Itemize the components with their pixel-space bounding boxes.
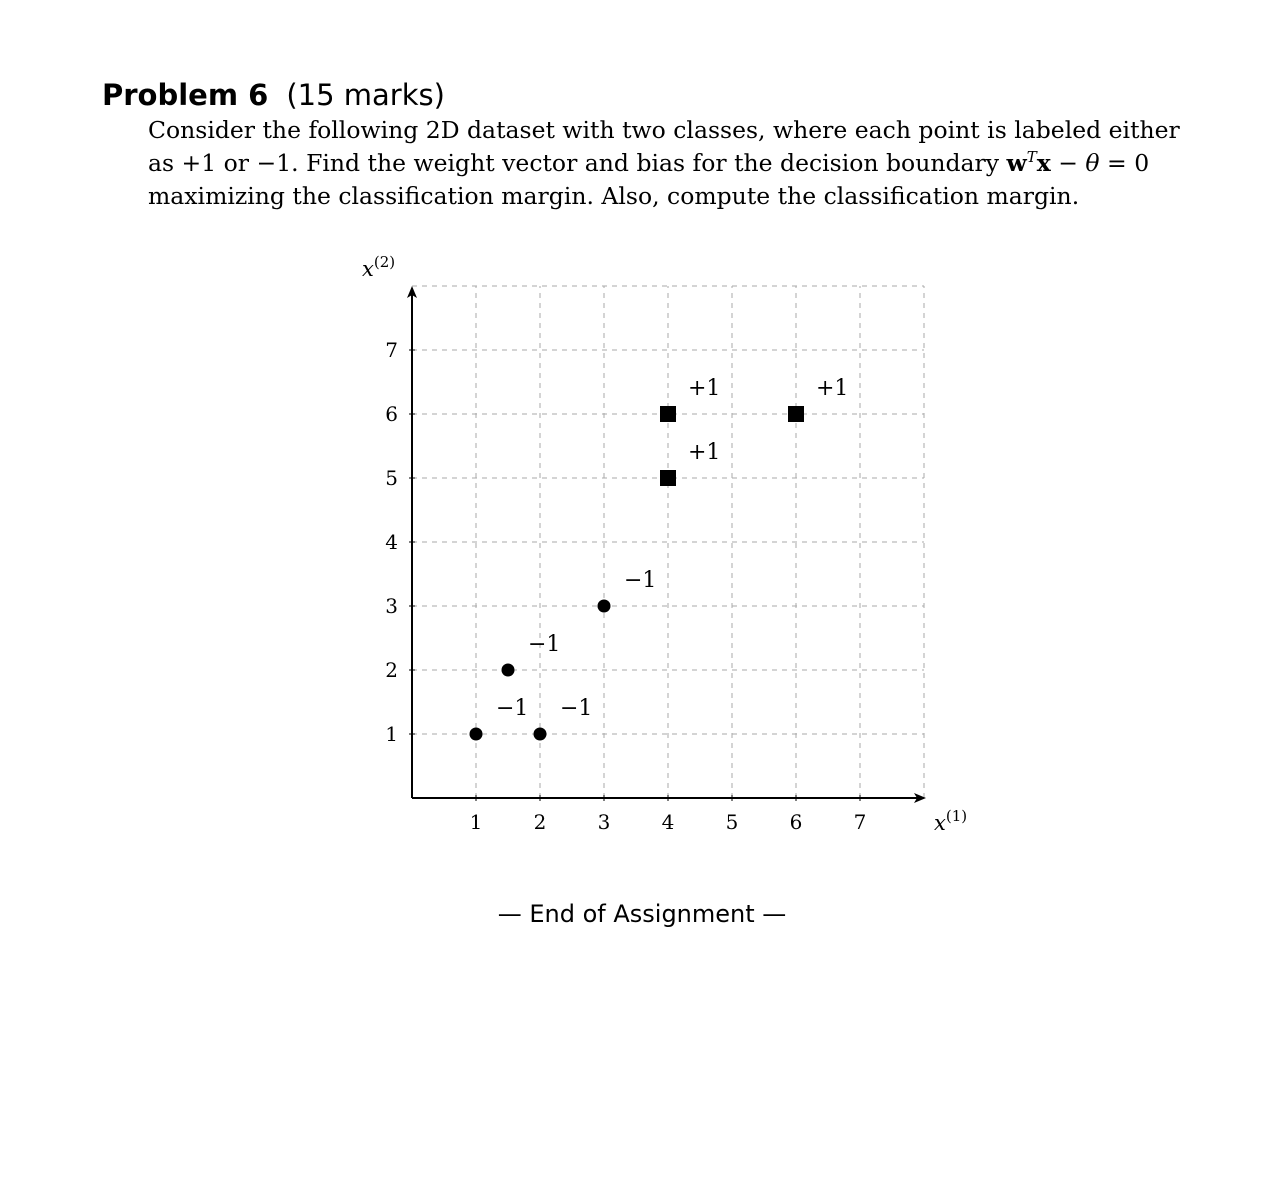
point-class-label: +1 bbox=[688, 376, 721, 401]
point-class-label: +1 bbox=[816, 376, 849, 401]
y-tick-label: 5 bbox=[385, 466, 398, 490]
statement-text-2: = 0 maximizing the classification margin. Also, compute the classification margin. bbox=[148, 149, 1150, 210]
point-class-label: −1 bbox=[528, 632, 561, 657]
x-tick-label: 7 bbox=[853, 810, 867, 834]
y-tick-label: 4 bbox=[385, 530, 398, 554]
y-axis-title bbox=[362, 253, 395, 281]
chart-axes bbox=[407, 286, 926, 803]
statement-text-1: Consider the following 2D dataset with two classes, where each point is labeled either as +1 or −1. Find the weight vector and bias for the decision boundary bbox=[148, 116, 1180, 177]
chart-grid bbox=[412, 286, 924, 798]
y-tick-label: 6 bbox=[385, 402, 398, 426]
x-tick-label: 3 bbox=[597, 810, 611, 834]
end-of-assignment-text: — End of Assignment — bbox=[497, 900, 787, 928]
negative-class-point bbox=[470, 728, 483, 741]
x-axis-title-sup: (1) bbox=[945, 807, 968, 825]
weight-vector-symbol: w bbox=[1006, 149, 1027, 177]
x-tick-label: 2 bbox=[533, 810, 547, 834]
y-tick-label: 1 bbox=[385, 722, 398, 746]
axis-titles bbox=[362, 253, 967, 835]
negative-class-point bbox=[534, 728, 547, 741]
x-tick-label: 4 bbox=[661, 810, 675, 834]
y-tick-label: 2 bbox=[385, 658, 398, 682]
negative-class-point bbox=[502, 664, 515, 677]
y-axis-title-base: x bbox=[362, 257, 374, 281]
data-points bbox=[470, 376, 849, 741]
positive-class-point bbox=[660, 406, 676, 422]
point-class-label: +1 bbox=[688, 440, 721, 465]
y-tick-label: 7 bbox=[385, 338, 398, 362]
negative-class-point bbox=[598, 600, 611, 613]
y-tick-label: 3 bbox=[385, 594, 398, 618]
point-class-label: −1 bbox=[560, 696, 593, 721]
x-axis-title-base: x bbox=[934, 811, 946, 835]
x-tick-label: 5 bbox=[725, 810, 739, 834]
point-class-label: −1 bbox=[624, 568, 657, 593]
problem-marks: (15 marks) bbox=[286, 78, 445, 112]
positive-class-point bbox=[788, 406, 804, 422]
problem-title: Problem 6 bbox=[102, 78, 269, 112]
x-tick-label: 6 bbox=[789, 810, 803, 834]
x-axis-title bbox=[934, 807, 967, 835]
footer bbox=[0, 900, 1284, 928]
positive-class-point bbox=[660, 470, 676, 486]
minus-sign: − bbox=[1050, 149, 1086, 177]
theta-symbol: θ bbox=[1085, 149, 1100, 177]
point-class-label: −1 bbox=[496, 696, 529, 721]
input-vector-symbol: x bbox=[1036, 149, 1051, 177]
y-axis-title-sup: (2) bbox=[373, 253, 396, 271]
x-tick-label: 1 bbox=[469, 810, 483, 834]
transpose-symbol: T bbox=[1026, 148, 1037, 167]
